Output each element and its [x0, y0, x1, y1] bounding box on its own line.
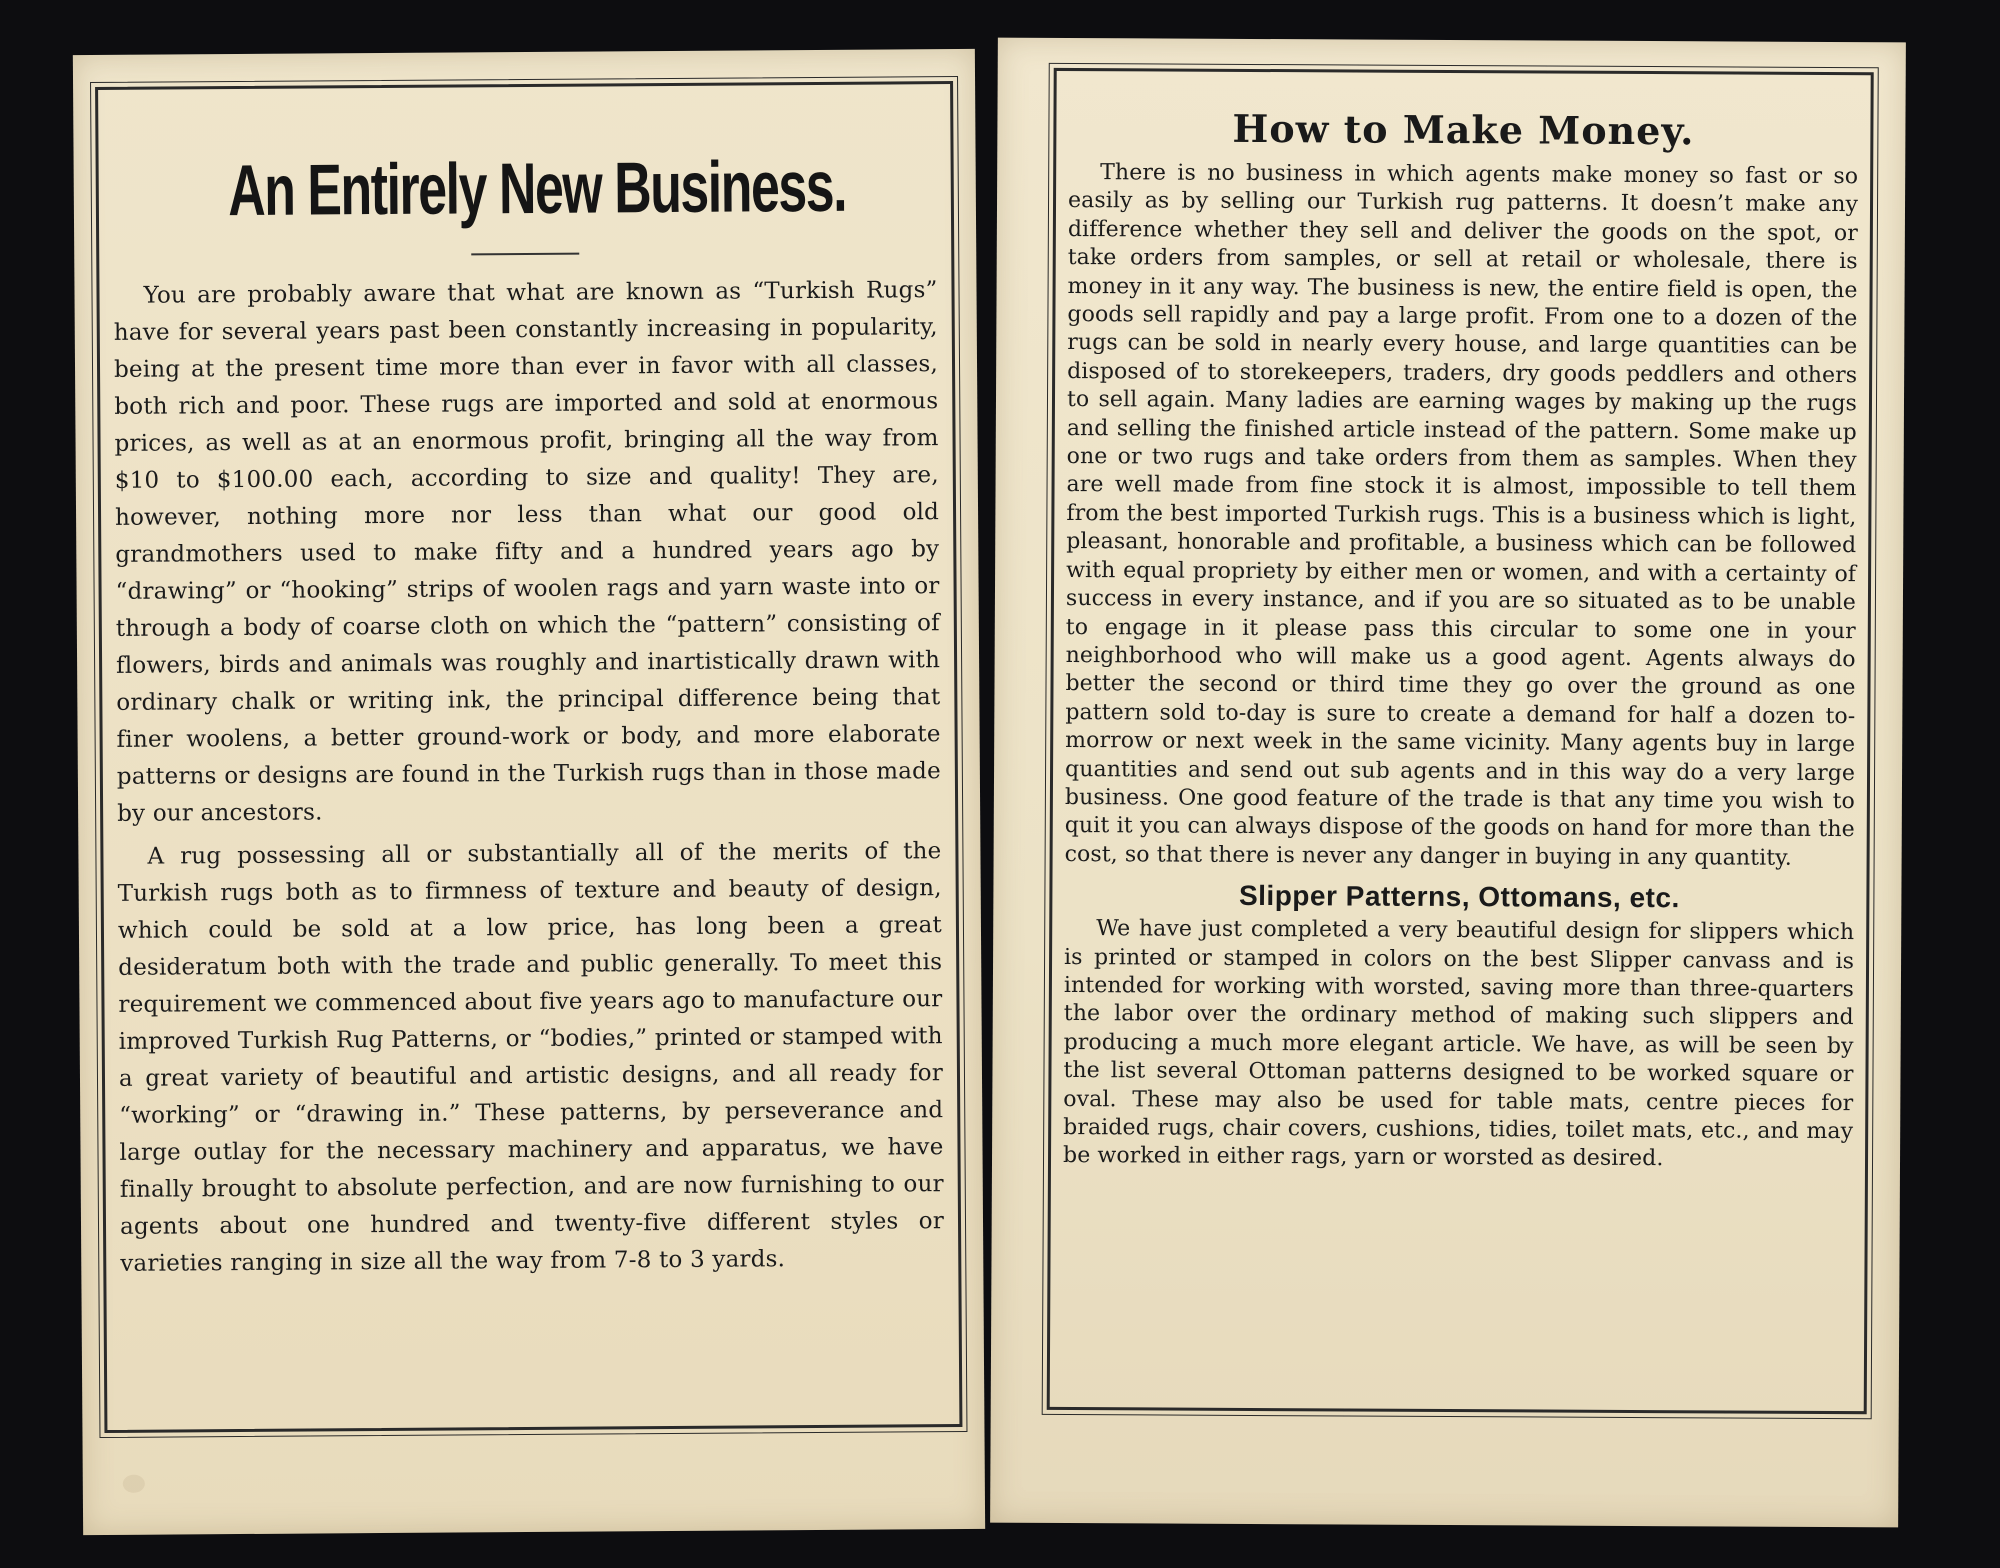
title-divider	[471, 253, 579, 256]
right-paragraph-1: There is no business in which agents make money so fast or so easily as by selling our Turkish rug patterns. It doesn’t make any difference whether they sell and deliver the goods on the spot, or take orders from samples, or sell at retail or wholesale, there is money in it any way. The business is new, the entire field is open, the goods sell rapidly and pay a large profit. From one to a dozen of the rugs can be sold in nearly every house, and large quantities can be disposed of to storekeepers, traders, dry goods peddlers and others to sell again. Many ladies are earning wages by making up the rugs and selling the finished article instead of the pattern. Some make up one or two rugs and take orders from them as samples. When they are well made from fine stock it is almost, impossible to tell them from the best imported Turkish rugs. This is a business which is light, pleasant, honorable and profitable, a business which can be followed with equal propriety by either men or women, and with a certainty of success in every instance, and if you are so situated as to be unable to engage in it please pass this circular to some one in your neighborhood who will make us a good agent. Agents always do better the second or third time they go over the ground as one pattern sold to-day is sure to create a demand for half a dozen to-morrow or next week in the same vicinity. Many agents buy in large quantities and send out sub agents and in this way do a very large business. One good feature of the trade is that any time you wish to quit it you can always dispose of the goods on hand for more than the cost, so that there is never any danger in buying in any quantity.	[1064, 160, 1859, 871]
left-page-border	[95, 81, 962, 1433]
left-page	[73, 49, 985, 1535]
right-paragraph-2: We have just completed a very beautiful design for slippers which is printed or stamped in colors on the best Slipper canvass and is intended for working with worsted, saving more than three-quarters the labor over the ordinary method of making such slippers and producing a much more elegant article. We have, as will be seen by the list several Ottoman patterns designed to be worked square or oval. These may also be used for table mats, centre pieces for braided rugs, chair covers, cushions, tidies, toilet mats, etc., and may be worked in either rags, yarn or worsted as desired.	[1062, 916, 1855, 1172]
right-page	[990, 38, 1906, 1528]
right-page-title: How to Make Money.	[1232, 105, 1695, 154]
paper-stain	[123, 1475, 145, 1493]
left-paragraph-2: A rug possessing all or substantially all of the merits of the Turkish rugs both as to firmness of texture and beauty of design, which could be sold at a low price, has long been a great desideratum both with the trade and public generally. To meet this requirement we commenced about five years ago to manufacture our improved Turkish Rug Patterns, or “bodies,” printed or stamped with a great variety of beautiful and artistic designs, and all ready for “working” or “drawing in.” These patterns, by perseverance and large outlay for the necessary machinery and apparatus, we have finally brought to absolute perfection, and are now furnishing to our agents about one hundred and twenty-five different styles or varieties ranging in size all the way from 7-8 to 3 yards.	[117, 838, 945, 1277]
slipper-patterns-heading: Slipper Patterns, Ottomans, etc.	[1238, 880, 1680, 914]
right-page-border	[1047, 68, 1874, 1414]
left-paragraph-1: You are probably aware that what are known as “Turkish Rugs” have for several years past been constantly increasing in popularity, being at the present time more than ever in favor with all classes, both rich and poor. These rugs are imported and sold at enormous prices, as well as at an enormous profit, bringing all the way from $10 to $100.00 each, according to size and quality! They are, however, nothing more nor less than what our good old grandmothers used to make fifty and a hundred years ago by “drawing” or “hooking” strips of woolen rags and yarn waste into or through a body of coarse cloth on which the “pattern” consisting of flowers, birds and animals was roughly and inartistically drawn with ordinary chalk or writing ink, the principal difference being that finer woolens, a better ground-work or body, and more elaborate patterns or designs are found in the Turkish rugs than in those made by our ancestors.	[113, 277, 941, 827]
left-page-title: An Entirely New Business.	[227, 146, 847, 232]
